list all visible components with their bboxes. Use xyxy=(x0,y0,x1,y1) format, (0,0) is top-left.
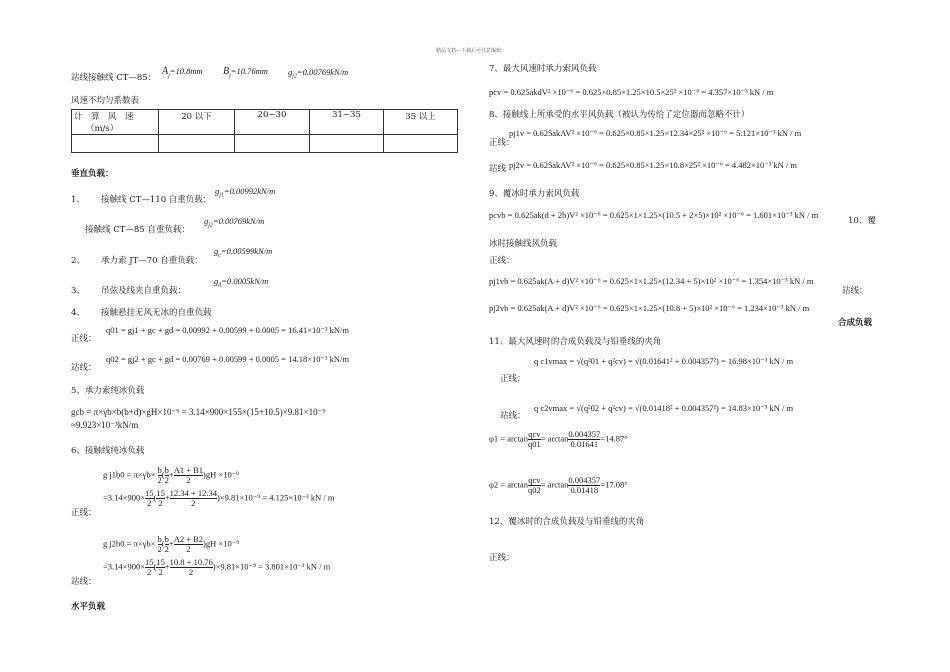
item2-text: 承力索 JT—70 自重负载： xyxy=(101,256,203,266)
table-cell xyxy=(72,135,159,153)
line1-a: $A_j=10.8mm$ xyxy=(162,66,203,79)
item11-title: 11、最大风速时的合成负载及与铅垂线的夹角 xyxy=(489,337,662,347)
section-horizontal-load: 水平负载 xyxy=(71,602,106,612)
section-vertical-load: 垂直负载： xyxy=(71,169,114,179)
eq-gj1b0-calc: =3.14×900× $\frac{15}{2}$ ( $\frac{15}{2}$ + $\frac{12.34 + 12.34}{2}$ )×9.81×10⁻⁹ = 4.125×10⁻³ kN / m xyxy=(103,488,335,508)
label-zhengxian-12: 正线： xyxy=(489,553,515,563)
item10-num: 10、覆 xyxy=(848,216,876,226)
table-cell xyxy=(235,135,310,153)
table-cell: 31~35 xyxy=(310,110,384,135)
table-cell xyxy=(384,135,458,153)
eq-phi1: φ1 = arctan $\frac{\text{qcv}}{q01}$ = arctan $\frac{0.004357}{0.01641}$ =14.87° xyxy=(489,429,628,449)
label-zhengxian-6: 正线： xyxy=(71,508,97,518)
label-zhanxian-10: 站线： xyxy=(842,286,868,296)
eq-gj2b0: g j2b0 = π×γb× $\frac{b}{2}$ ( $\frac{b}{2}$ + $\frac{A2 + B2}{2}$ )gH ×10⁻⁹ xyxy=(103,534,240,554)
section-combined-load: 合成负载 xyxy=(838,318,873,328)
table-cell xyxy=(310,135,384,153)
eq-gd: $g_d=0.0005kN/m$ xyxy=(214,276,269,289)
table-title: 风速不均匀系数表 xyxy=(71,96,140,106)
item3-text: 吊弦及线夹自重负载： xyxy=(101,286,187,296)
label-zhanxian-8: 站线 xyxy=(489,164,507,174)
line1-g: $g_{j2}=0.00769kN/m$ xyxy=(288,67,349,80)
item2-num: 2、 xyxy=(71,256,85,266)
label-zhanxian-11: 站线： xyxy=(500,411,526,421)
table-cell: 35 以上 xyxy=(384,110,458,135)
item8-title: 8、接触线上所承受的水平风负载（被认为传给了定位器而忽略不计） xyxy=(489,110,750,120)
label-zhengxian-11: 正线： xyxy=(500,374,526,384)
eq-pj1vb: pj1vb = 0.625ak(A + d)V² ×10⁻⁶ = 0.625×1×1.25×(12.34 + 5)×10² ×10⁻⁶ = 1.354×10⁻³ kN / m xyxy=(489,276,814,286)
table-cell xyxy=(159,135,235,153)
label-zhanxian-6: 站线： xyxy=(71,577,97,587)
eq-pj2vb: pj2vb = 0.625ak(A + d)V² ×10⁻⁶ = 0.625×1×1.25×(10.8 + 5)×10² ×10⁻⁶ = 1.234×10⁻³ kN / m xyxy=(489,303,810,313)
eq-gcb-result: ≈9.923×10⁻³kN/m xyxy=(71,420,139,430)
label-zhanxian-4: 站线： xyxy=(71,363,97,373)
eq-qc1vmax: q c1vmax = √(q²01 + q²cv) = √(0.01641² + 0.004357²) = 16.98×10⁻³ kN / m xyxy=(534,356,794,366)
item7-title: 7、最大风速时承力索风负载 xyxy=(489,64,597,74)
table-cell: 20~30 xyxy=(235,110,310,135)
eq-pj1v: pj1v = 0.625akAV² ×10⁻⁶ = 0.625×0.85×1.25×12.34×25² ×10⁻⁶ = 5.121×10⁻³ kN / m xyxy=(509,128,802,138)
label-zhengxian-8: 正线： xyxy=(489,138,515,148)
table-cell: 计 算 风 速 （m/s） xyxy=(72,110,159,135)
line1-label: 站线接触线 CT—85： xyxy=(71,73,157,83)
eq-pcv: pcv = 0.625akdV² ×10⁻⁶ = 0.625×0.85×1.25×10.5×25² ×10⁻⁶ = 4.357×10⁻³ kN / m xyxy=(489,87,774,97)
eq-q01: q01 = gj1 + gc + gd = 0.00992 + 0.00599 + 0.0005 = 16.41×10⁻³ kN/m xyxy=(106,325,350,335)
label-zhengxian-10: 正线： xyxy=(489,256,515,266)
eq-gj1b0: g j1b0 = π×γb× $\frac{b}{2}$ ( $\frac{b}{2}$ + $\frac{A1 + B1}{2}$ )gH ×10⁻⁹ xyxy=(103,465,240,485)
item1b-text: 接触线 CT—85 自重负载： xyxy=(85,225,190,235)
eq-qc2vmax: q c2vmax = √(q²02 + q²cv) = √(0.01418² + 0.004357²) = 14.83×10⁻³ kN / m xyxy=(534,403,794,413)
page-header: 精品文档---下载后可任意编辑 xyxy=(436,48,502,54)
item5-title: 5、承力索纯冰负载 xyxy=(71,386,145,396)
eq-pcvb: pcvb = 0.625ak(d + 2b)V² ×10⁻⁶ = 0.625×1×1.25×(10.5 + 2×5)×10² ×10⁻⁶ = 1.601×10⁻³ kN / m xyxy=(489,210,819,220)
item1-text: 接触线 CT—110 自重负载： xyxy=(101,195,212,205)
label-zhengxian-4: 正线： xyxy=(71,334,97,344)
eq-pj2v: pj2v = 0.625akAV² ×10⁻⁶ = 0.625×0.85×1.25×10.8×25² ×10⁻⁶ = 4.482×10⁻³ kN / m xyxy=(509,160,798,170)
item4-num: 4、 xyxy=(71,308,85,318)
table-cell: 20 以下 xyxy=(159,110,235,135)
eq-gj2: $g_{j2}=0.00769kN/m$ xyxy=(204,216,265,229)
item10-title: 冰时接触线风负载 xyxy=(489,239,558,249)
item12-title: 12、覆冰时的合成负载及与铅垂线的夹角 xyxy=(489,517,645,527)
item9-title: 9、覆冰时承力索风负载 xyxy=(489,189,580,199)
wind-coefficient-table xyxy=(71,109,458,153)
eq-gj2b0-calc: =3.14×900× $\frac{15}{2}$ ( $\frac{15}{2}$ + $\frac{10.8 + 10.76}{2}$ )×9.81×10⁻⁹ = 3.801×10⁻³ kN / m xyxy=(103,557,331,577)
eq-phi2: φ2 = arctan $\frac{\text{qcv}}{q02}$ = arctan $\frac{0.004357}{0.01418}$ =17.08° xyxy=(489,475,628,495)
eq-gc: $g_c=0.00599kN/m$ xyxy=(214,246,273,259)
eq-gcb: gcb = π×γb×b(b+d)×gH×10⁻⁹ = 3.14×900×155×(15+10.5)×9.81×10⁻⁹ xyxy=(71,407,326,417)
eq-gj1: $g_{j1}=0.00992kN/m$ xyxy=(215,186,276,199)
line1-b: $B_j=10.76mm$ xyxy=(223,66,268,79)
item3-num: 3、 xyxy=(71,286,85,296)
item1-num: 1、 xyxy=(71,195,85,205)
item6-title: 6、接触线纯冰负载 xyxy=(71,446,145,456)
eq-q02: q02 = gj2 + gc + gd = 0.00769 + 0.00599 + 0.0005 = 14.18×10⁻³ kN/m xyxy=(106,354,350,364)
item4-text: 接触悬挂无风无冰的自重负载 xyxy=(101,308,212,318)
